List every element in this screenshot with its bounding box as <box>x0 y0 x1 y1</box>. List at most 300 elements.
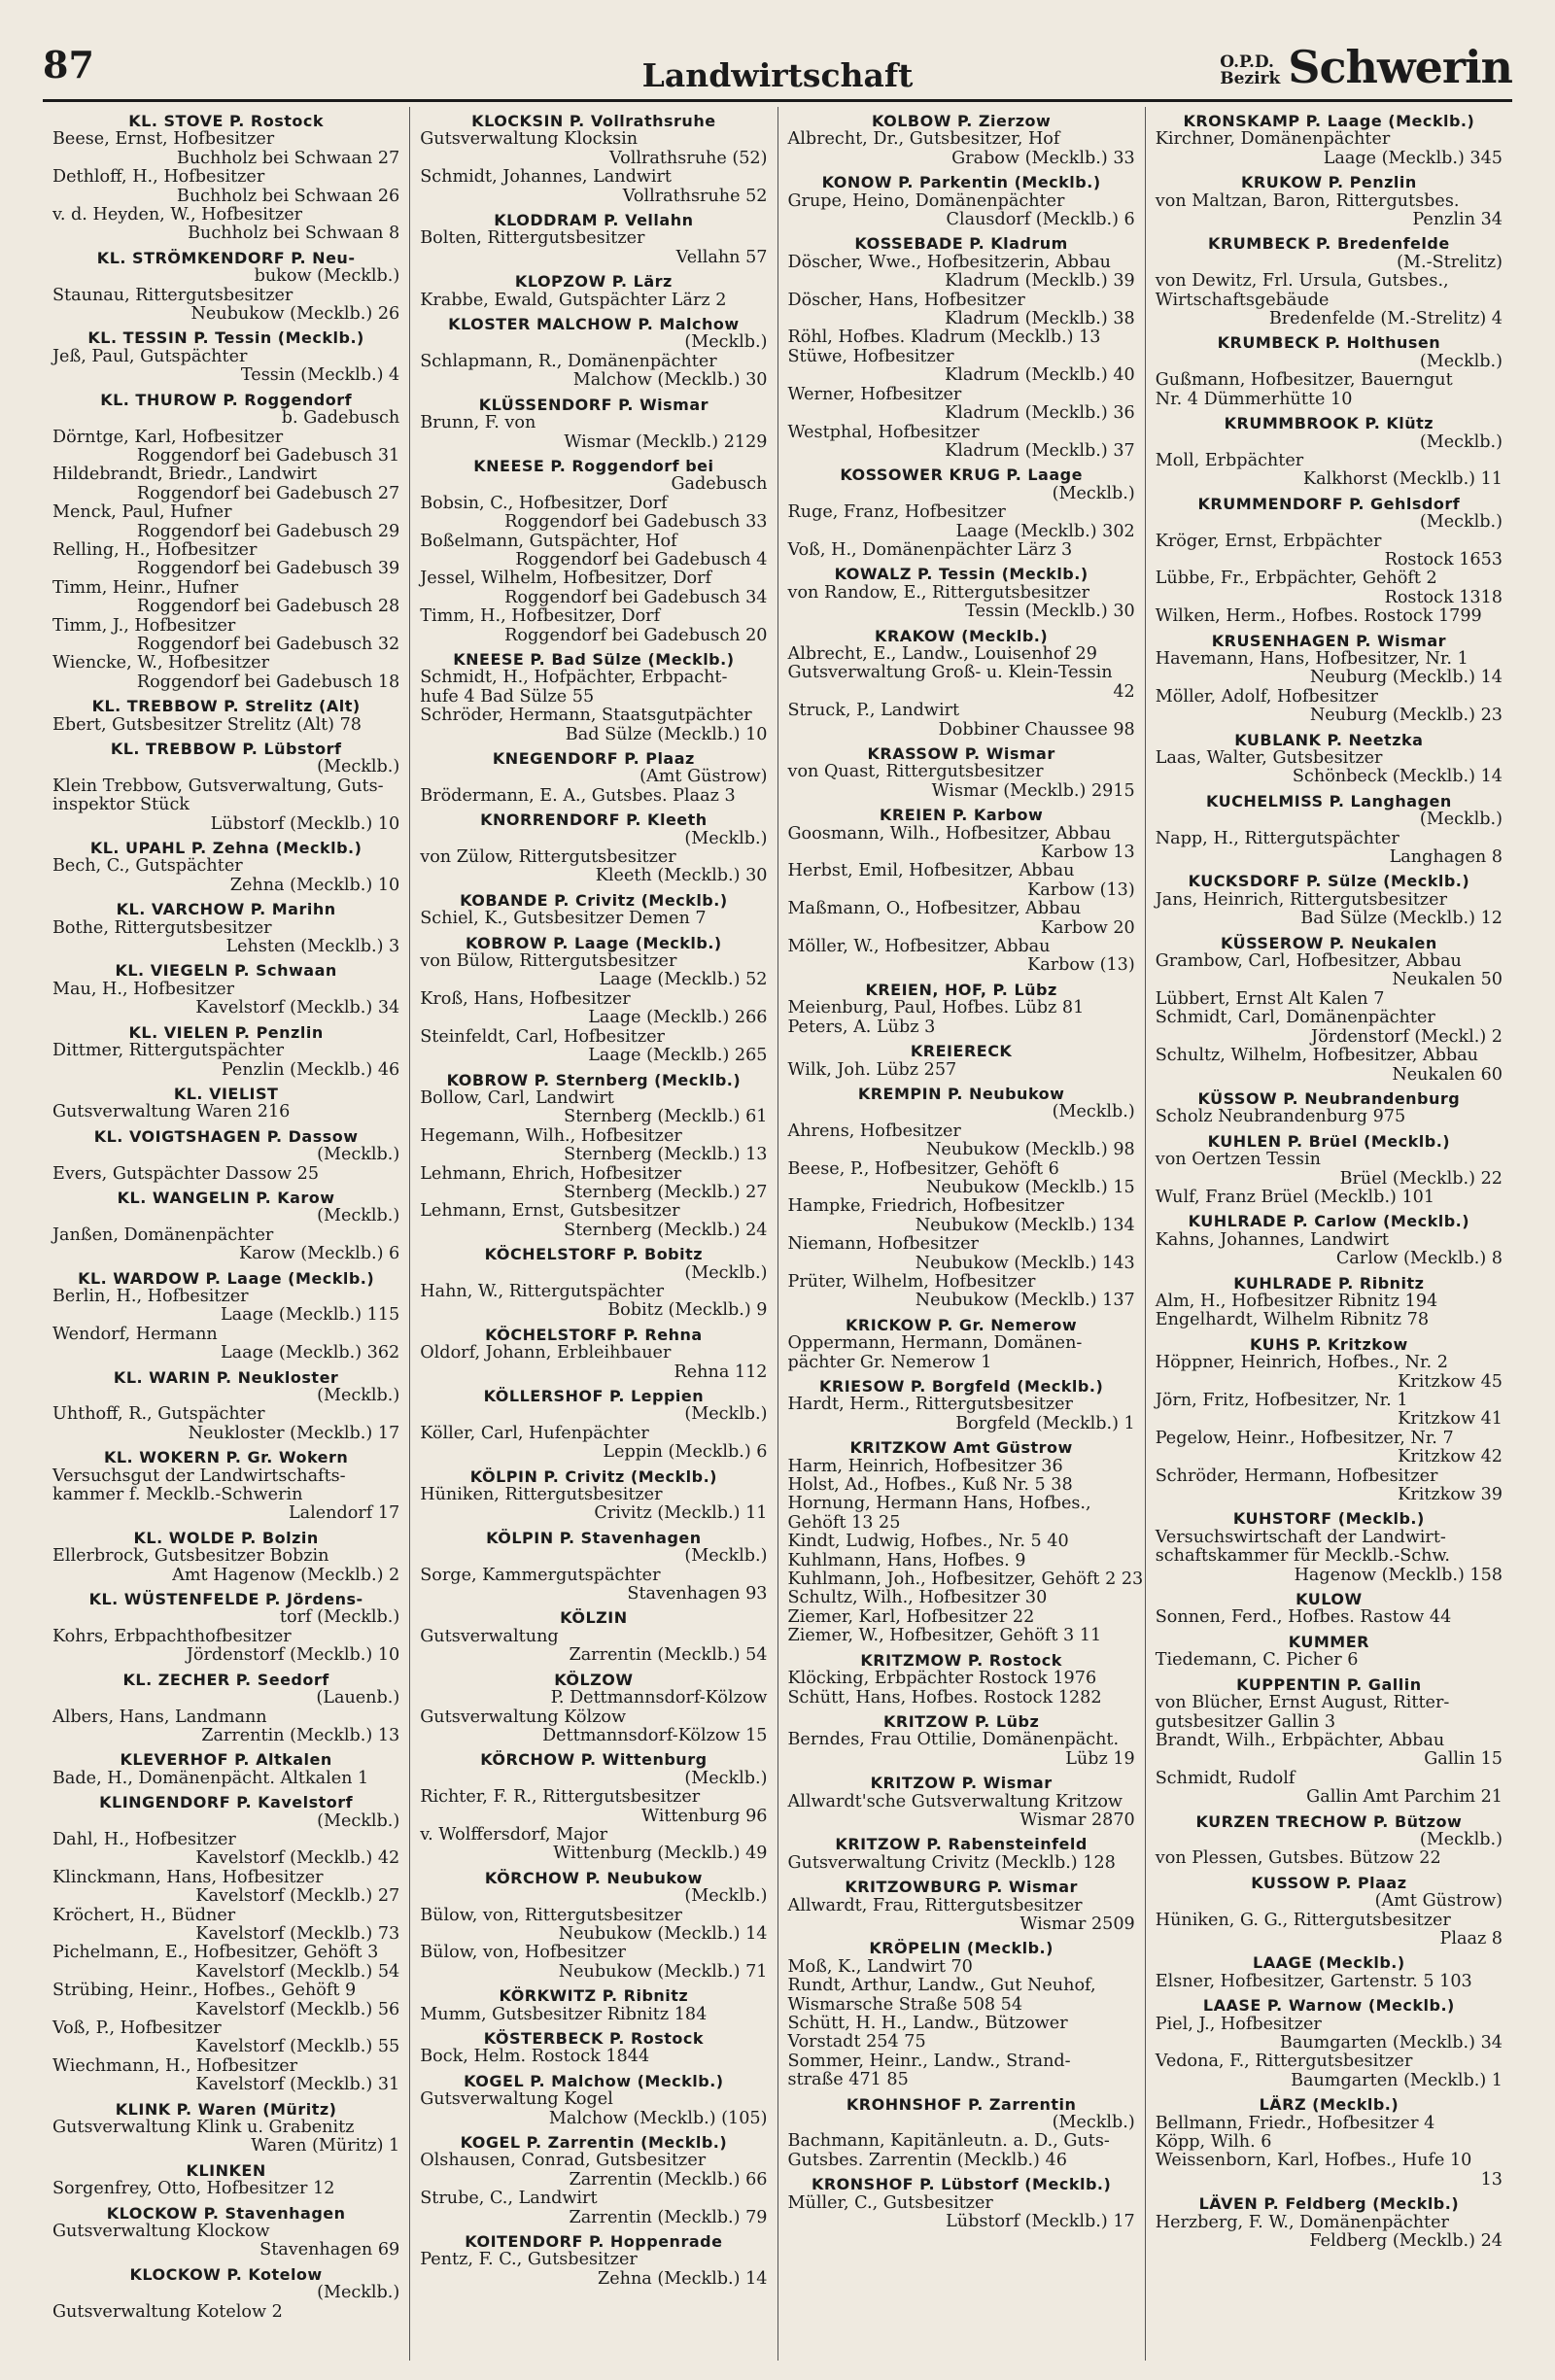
entry-location: Laage (Mecklb.) 266 <box>588 1008 768 1028</box>
entry-line: Versuchsgut der Landwirtschafts- <box>52 1466 346 1486</box>
entry-line: Gutsverwaltung <box>420 1626 559 1646</box>
place-heading: KREIEN, HOF, P. Lübz <box>865 980 1057 999</box>
entry-location: Borgfeld (Mecklb.) 1 <box>955 1413 1135 1433</box>
entry-location: Laage (Mecklb.) 345 <box>1323 148 1503 168</box>
entry-location: Roggendorf bei Gadebusch 34 <box>504 587 768 607</box>
entry-location: Sternberg (Mecklb.) 27 <box>564 1182 768 1202</box>
entry-location: torf (Mecklb.) <box>279 1607 400 1628</box>
entry-line: Ebert, Gutsbesitzer Strelitz (Alt) 78 <box>52 714 362 735</box>
entry-location: Gadebusch <box>671 474 768 495</box>
entry-location: Neubukow (Mecklb.) 143 <box>915 1253 1135 1273</box>
entry-line: Dahl, H., Hofbesitzer <box>52 1829 236 1849</box>
entry-location: Neubukow (Mecklb.) 137 <box>915 1291 1135 1311</box>
entry-location: Buchholz bei Schwaan 8 <box>188 224 400 244</box>
entry-line: Berlin, H., Hofbesitzer <box>52 1286 249 1306</box>
entry-location: Vollrathsruhe 52 <box>622 186 768 206</box>
entry-line: Grupe, Heino, Domänenpächter <box>787 190 1065 211</box>
entry-line: Janßen, Domänenpächter <box>52 1224 274 1245</box>
district-label <box>1220 41 1512 93</box>
entry-line: Gutsverwaltung Kölzow <box>420 1707 627 1727</box>
entry-line: Sommer, Heinr., Landw., Strand- <box>787 2051 1071 2071</box>
place-heading: KNEESE P. Roggendorf bei <box>473 456 714 475</box>
place-heading: KUBLANK P. Neetzka <box>1234 730 1424 749</box>
entry-line: Voß, P., Hofbesitzer <box>52 2018 222 2038</box>
page-number: 87 <box>43 43 94 86</box>
place-heading: KUHLRADE P. Ribnitz <box>1233 1273 1425 1293</box>
entry-line: Westphal, Hofbesitzer <box>787 422 980 442</box>
entry-location: Roggendorf bei Gadebusch 31 <box>136 445 400 466</box>
place-heading: KÜSSEROW P. Neukalen <box>1221 933 1437 952</box>
place-heading: KL. VIEGELN P. Schwaan <box>115 961 337 981</box>
entry-line: Schütt, Hans, Hofbes. Rostock 1282 <box>787 1687 1102 1707</box>
entry-line: Kohrs, Erbpachthofbesitzer <box>52 1626 292 1646</box>
entry-location: Kladrum (Mecklb.) 38 <box>945 309 1135 329</box>
place-heading: KRICKOW P. Gr. Nemerow <box>846 1315 1078 1334</box>
entry-line: Krabbe, Ewald, Gutspächter Lärz 2 <box>420 290 727 310</box>
entry-location: Roggendorf bei Gadebusch 28 <box>136 597 400 617</box>
place-heading: KNEGENDORF P. Plaaz <box>492 749 695 768</box>
place-heading: KRUKOW P. Penzlin <box>1240 173 1417 192</box>
entry-location: Dettmannsdorf-Kölzow 15 <box>542 1725 768 1745</box>
entry-line: Allwardt'sche Gutsverwaltung Kritzow <box>787 1791 1123 1811</box>
entry-line: Brödermann, E. A., Gutsbes. Plaaz 3 <box>420 785 736 806</box>
entry-location: Neubukow (Mecklb.) 15 <box>925 1177 1135 1197</box>
entry-line: Schlapmann, R., Domänenpächter <box>420 351 717 371</box>
entry-location: Feldberg (Mecklb.) 24 <box>1309 2231 1503 2252</box>
place-heading: KOSSEBADE P. Kladrum <box>854 234 1068 254</box>
entry-location: Rostock 1653 <box>1384 549 1503 569</box>
column-4 <box>1146 107 1512 2361</box>
entry-line: Bobsin, C., Hofbesitzer, Dorf <box>420 493 668 513</box>
entry-line: Versuchswirtschaft der Landwirt- <box>1155 1527 1446 1547</box>
place-heading: KUHLEN P. Brüel (Mecklb.) <box>1207 1131 1451 1151</box>
entry-location: Kladrum (Mecklb.) 36 <box>945 403 1135 424</box>
entry-location: Roggendorf bei Gadebusch 20 <box>504 625 768 645</box>
entry-line: Herbst, Emil, Hofbesitzer, Abbau <box>787 861 1075 881</box>
entry-line: von Dewitz, Frl. Ursula, Gutsbes., <box>1155 271 1449 292</box>
entry-line: Meienburg, Paul, Hofbes. Lübz 81 <box>787 998 1085 1018</box>
entry-location: Waren (Müritz) 1 <box>251 2136 400 2156</box>
entry-location: Zarrentin (Mecklb.) 79 <box>569 2207 768 2227</box>
entry-location: Lübz 19 <box>1065 1748 1135 1769</box>
place-heading: KL. THUROW P. Roggendorf <box>100 390 353 409</box>
entry-line: Röhl, Hofbes. Kladrum (Mecklb.) 13 <box>787 328 1101 348</box>
entry-location: Kavelstorf (Mecklb.) 42 <box>195 1848 400 1869</box>
place-heading: KLOCKOW P. Kotelow <box>129 2264 323 2284</box>
place-heading: KLOSTER MALCHOW P. Malchow <box>448 315 740 334</box>
entry-location: Neubukow (Mecklb.) 14 <box>558 1923 768 1944</box>
entry-line: inspektor Stück <box>52 795 190 815</box>
entry-line: Kröger, Ernst, Erbpächter <box>1155 531 1382 551</box>
place-heading: KÖRCHOW P. Neubukow <box>484 1868 703 1887</box>
place-heading: KRUMBECK P. Bredenfelde <box>1208 234 1450 254</box>
entry-location: 13 <box>1480 2169 1503 2190</box>
entry-line: von Quast, Rittergutsbesitzer <box>787 762 1044 782</box>
place-heading: KOBANDE P. Crivitz (Mecklb.) <box>460 890 728 910</box>
place-heading: KL. WARDOW P. Laage (Mecklb.) <box>78 1268 375 1288</box>
place-heading: KL. TESSIN P. Tessin (Mecklb.) <box>87 328 364 348</box>
entry-line: Kroß, Hans, Hofbesitzer <box>420 988 631 1009</box>
entry-location: (Mecklb.) <box>1419 810 1503 830</box>
entry-line: Mau, H., Hofbesitzer <box>52 979 235 999</box>
entry-location: Kavelstorf (Mecklb.) 73 <box>195 1923 400 1944</box>
place-heading: KL. STOVE P. Rostock <box>128 112 325 130</box>
entry-location: Carlow (Mecklb.) 8 <box>1335 1249 1503 1269</box>
place-heading: KLOPZOW P. Lärz <box>514 272 673 292</box>
entry-line: Bade, H., Domänenpächt. Altkalen 1 <box>52 1768 369 1788</box>
place-heading: KREMPIN P. Neubukow <box>857 1084 1065 1103</box>
entry-location: Amt Hagenow (Mecklb.) 2 <box>172 1565 400 1585</box>
entry-location: Neuburg (Mecklb.) 23 <box>1309 706 1503 726</box>
entry-location: Hagenow (Mecklb.) 158 <box>1294 1565 1503 1585</box>
entry-location: Sternberg (Mecklb.) 13 <box>564 1145 768 1165</box>
entry-location: Kritzkow 39 <box>1398 1485 1503 1505</box>
entry-line: Müller, C., Gutsbesitzer <box>787 2192 993 2213</box>
entry-location: (Mecklb.) <box>317 757 400 777</box>
entry-line: Allwardt, Frau, Rittergutsbesitzer <box>787 1895 1083 1915</box>
entry-line: Wismarsche Straße 508 54 <box>787 1994 1023 2015</box>
entry-line: Oppermann, Hermann, Domänen- <box>787 1333 1083 1354</box>
entry-line: Moll, Erbpächter <box>1155 450 1304 470</box>
entry-line: Schmidt, Carl, Domänenpächter <box>1155 1008 1435 1028</box>
entry-location: (Amt Güstrow) <box>1374 1891 1503 1912</box>
place-heading: KL. WÜSTENFELDE P. Jördens- <box>88 1590 363 1609</box>
place-heading: KL. TREBBOW P. Lübstorf <box>110 740 342 758</box>
entry-location: (Mecklb.) <box>1052 483 1135 503</box>
entry-line: Oldorf, Johann, Erbleihbauer <box>420 1343 672 1363</box>
entry-location: Roggendorf bei Gadebusch 32 <box>136 634 400 654</box>
place-heading: KL. STRÖMKENDORF P. Neu- <box>96 248 356 267</box>
entry-line: Kirchner, Domänenpächter <box>1155 129 1391 150</box>
bezirk-label: Bezirk <box>1220 69 1281 88</box>
entry-location: Wismar 2509 <box>1019 1914 1135 1934</box>
entry-location: Stavenhagen 69 <box>259 2240 400 2260</box>
entry-line: Weissenborn, Karl, Hofbes., Hufe 10 <box>1155 2151 1472 2171</box>
entry-line: Schmidt, Johannes, Landwirt <box>420 167 673 188</box>
entry-location: Bad Sülze (Mecklb.) 12 <box>1300 909 1503 929</box>
entry-line: Lübbe, Fr., Erbpächter, Gehöft 2 <box>1155 569 1437 589</box>
entry-line: Sonnen, Ferd., Hofbes. Rastow 44 <box>1155 1607 1452 1628</box>
entry-location: Neukalen 50 <box>1392 970 1503 990</box>
entry-location: Rostock 1318 <box>1384 587 1503 607</box>
entry-line: straße 471 85 <box>787 2070 909 2090</box>
entry-location: Wismar (Mecklb.) 2915 <box>931 780 1135 801</box>
entry-location: Clausdorf (Mecklb.) 6 <box>946 210 1135 230</box>
entry-location: Wismar 2870 <box>1019 1810 1135 1830</box>
entry-location: Bad Sülze (Mecklb.) 10 <box>565 724 768 744</box>
place-heading: KRONSKAMP P. Laage (Mecklb.) <box>1183 112 1475 130</box>
entry-location: Vellahn 57 <box>675 247 768 267</box>
entry-location: Baumgarten (Mecklb.) 1 <box>1291 2070 1503 2090</box>
entry-line: Klöcking, Erbpächter Rostock 1976 <box>787 1669 1097 1689</box>
place-heading: KRITZOW P. Rabensteinfeld <box>835 1835 1088 1854</box>
entry-line: Jeß, Paul, Gutspächter <box>52 346 248 366</box>
entry-location: Kritzkow 45 <box>1398 1371 1503 1392</box>
entry-location: 42 <box>1113 681 1135 702</box>
place-heading: KRONSHOF P. Lübstorf (Mecklb.) <box>811 2175 1112 2194</box>
entry-line: Schröder, Hermann, Hofbesitzer <box>1155 1466 1438 1486</box>
entry-line: Bülow, von, Hofbesitzer <box>420 1943 626 1963</box>
entry-line: Bülow, von, Rittergutsbesitzer <box>420 1905 682 1925</box>
entry-line: Ziemer, Karl, Hofbesitzer 22 <box>787 1606 1035 1627</box>
entry-line: Havemann, Hans, Hofbesitzer, Nr. 1 <box>1155 648 1469 669</box>
entry-line: Vedona, F., Rittergutsbesitzer <box>1155 2052 1413 2072</box>
entry-line: Gutsbes. Zarrentin (Mecklb.) 46 <box>787 2150 1067 2170</box>
place-heading: KRITZKOW Amt Güstrow <box>849 1438 1073 1458</box>
place-heading: KL. WARIN P. Neukloster <box>113 1367 339 1387</box>
opd-label: O.P.D. <box>1220 52 1274 72</box>
entry-line: Boßelmann, Gutspächter, Hof <box>420 531 677 551</box>
entry-location: Buchholz bei Schwaan 27 <box>176 148 400 168</box>
entry-location: Vollrathsruhe (52) <box>609 148 768 168</box>
entry-line: hufe 4 Bad Sülze 55 <box>420 686 595 707</box>
place-heading: KUCHELMISS P. Langhagen <box>1205 791 1452 811</box>
entry-line: Beese, Ernst, Hofbesitzer <box>52 129 275 150</box>
place-heading: KL. UPAHL P. Zehna (Mecklb.) <box>89 839 363 858</box>
entry-location: Karbow 20 <box>1040 917 1135 938</box>
entry-line: Wiechmann, H., Hofbesitzer <box>52 2055 298 2076</box>
entry-line: Schultz, Wilh., Hofbesitzer 30 <box>787 1588 1048 1608</box>
entry-location: Kritzkow 41 <box>1398 1409 1503 1430</box>
place-heading: KRUSENHAGEN P. Wismar <box>1211 631 1447 650</box>
page-title: Landwirtschaft <box>641 56 914 94</box>
entry-line: Wilk, Joh. Lübz 257 <box>787 1059 957 1080</box>
place-heading: KLINKEN <box>186 2160 266 2180</box>
place-heading: KUCKSDORF P. Sülze (Mecklb.) <box>1188 872 1470 891</box>
entry-line: schaftskammer für Mecklb.-Schw. <box>1155 1546 1451 1567</box>
entry-line: Herzberg, F. W., Domänenpächter <box>1155 2212 1449 2232</box>
place-heading: KL. ZECHER P. Seedorf <box>122 1670 329 1689</box>
place-heading: KÖCHELSTORF P. Rehna <box>485 1325 703 1344</box>
place-heading: KUMMER <box>1288 1632 1369 1651</box>
column-3 <box>778 107 1146 2361</box>
entry-line: Schmidt, Rudolf <box>1155 1768 1296 1788</box>
entry-line: Schütt, H. H., Landw., Bützower <box>787 2014 1068 2033</box>
place-heading: KOLBOW P. Zierzow <box>871 112 1052 130</box>
place-heading: KOGEL P. Malchow (Mecklb.) <box>464 2071 724 2090</box>
entry-line: Hampke, Friedrich, Hofbesitzer <box>787 1196 1064 1217</box>
place-heading: KRITZMOW P. Rostock <box>860 1650 1062 1670</box>
entry-location: (Mecklb.) <box>684 1262 768 1283</box>
entry-location: Kritzkow 42 <box>1398 1447 1503 1467</box>
entry-line: Laas, Walter, Gutsbesitzer <box>1155 748 1383 768</box>
entry-location: (Mecklb.) <box>317 1811 400 1831</box>
entry-location: bukow (Mecklb.) <box>254 266 400 287</box>
place-heading: KRUMMBROOK P. Klütz <box>1224 414 1434 433</box>
place-heading: LÄRZ (Mecklb.) <box>1259 2095 1400 2115</box>
place-heading: KL. WOLDE P. Bolzin <box>133 1528 319 1547</box>
entry-line: Kindt, Ludwig, Hofbes., Nr. 5 40 <box>787 1532 1069 1552</box>
entry-line: Niemann, Hofbesitzer <box>787 1234 979 1255</box>
place-heading: KRIESOW P. Borgfeld (Mecklb.) <box>818 1377 1104 1396</box>
entry-line: Engelhardt, Wilhelm Ribnitz 78 <box>1155 1310 1430 1330</box>
entry-location: Kavelstorf (Mecklb.) 34 <box>195 998 400 1018</box>
entry-line: Beese, P., Hofbesitzer, Gehöft 6 <box>787 1158 1059 1179</box>
entry-location: Roggendorf bei Gadebusch 33 <box>504 512 768 533</box>
entry-line: Jessel, Wilhelm, Hofbesitzer, Dorf <box>420 569 712 589</box>
entry-line: Tiedemann, C. Picher 6 <box>1155 1650 1359 1671</box>
entry-line: Bock, Helm. Rostock 1844 <box>420 2047 650 2067</box>
entry-line: Evers, Gutspächter Dassow 25 <box>52 1163 320 1184</box>
entry-line: Stüwe, Hofbesitzer <box>787 346 954 366</box>
entry-line: Gutsverwaltung Kogel <box>420 2089 613 2110</box>
place-heading: KÖLPIN P. Crivitz (Mecklb.) <box>469 1466 717 1486</box>
entry-location: Lehsten (Mecklb.) 3 <box>225 937 400 957</box>
entry-line: Mumm, Gutsbesitzer Ribnitz 184 <box>420 2004 708 2024</box>
entry-location: (Mecklb.) <box>684 1886 768 1907</box>
entry-location: (Mecklb.) <box>1052 2113 1135 2133</box>
entry-line: Wiencke, W., Hofbesitzer <box>52 653 269 673</box>
entry-line: Gutsverwaltung Crivitz (Mecklb.) 128 <box>787 1852 1116 1873</box>
entry-location: Kavelstorf (Mecklb.) 56 <box>195 1999 400 2019</box>
columns <box>43 107 1512 2361</box>
entry-location: (Mecklb.) <box>1419 431 1503 452</box>
entry-location: Brüel (Mecklb.) 22 <box>1339 1168 1503 1189</box>
entry-location: Neubukow (Mecklb.) 26 <box>190 304 400 325</box>
entry-line: Gutsverwaltung Klockow <box>52 2222 270 2242</box>
place-heading: KLEVERHOF P. Altkalen <box>120 1750 332 1770</box>
entry-location: (Mecklb.) <box>1419 351 1503 371</box>
place-heading: KL. TREBBOW P. Strelitz (Alt) <box>91 697 361 716</box>
entry-location: Karbow (13) <box>1027 955 1135 976</box>
entry-line: Lehmann, Ernst, Gutsbesitzer <box>420 1201 680 1222</box>
entry-line: Schröder, Hermann, Staatsgutpächter <box>420 706 752 726</box>
entry-location: (Amt Güstrow) <box>639 767 768 787</box>
entry-line: Döscher, Wwe., Hofbesitzerin, Abbau <box>787 252 1111 272</box>
entry-location: (Mecklb.) <box>317 1145 400 1165</box>
entry-line: von Bülow, Rittergutsbesitzer <box>420 951 677 972</box>
district-city: Schwerin <box>1288 41 1512 93</box>
entry-location: (Mecklb.) <box>317 1386 400 1405</box>
entry-line: Gutsverwaltung Klocksin <box>420 129 639 150</box>
entry-line: Hüniken, G. G., Rittergutsbesitzer <box>1155 1910 1451 1930</box>
place-heading: KRITZOW P. Wismar <box>870 1774 1053 1793</box>
entry-location: (Mecklb.) <box>684 332 768 353</box>
entry-line: Grambow, Carl, Hofbesitzer, Abbau <box>1155 951 1462 972</box>
entry-location: Laage (Mecklb.) 52 <box>599 970 768 990</box>
entry-location: (Mecklb.) <box>1419 512 1503 533</box>
place-heading: KRÖPELIN (Mecklb.) <box>869 1939 1054 1958</box>
entry-line: Schultz, Wilhelm, Hofbesitzer, Abbau <box>1155 1046 1478 1066</box>
entry-location: Roggendorf bei Gadebusch 27 <box>136 483 400 503</box>
entry-line: Gußmann, Hofbesitzer, Bauerngut <box>1155 370 1453 391</box>
entry-location: Lübstorf (Mecklb.) 10 <box>210 813 400 834</box>
entry-location: Laage (Mecklb.) 362 <box>220 1343 400 1363</box>
entry-location: Roggendorf bei Gadebusch 4 <box>515 549 768 569</box>
entry-location: Sternberg (Mecklb.) 24 <box>564 1220 768 1240</box>
entry-location: Gallin 15 <box>1424 1749 1503 1770</box>
place-heading: KOITENDORF P. Hoppenrade <box>465 2232 723 2252</box>
entry-location: Zarrentin (Mecklb.) 13 <box>201 1725 400 1745</box>
place-heading: KLINK P. Waren (Müritz) <box>115 2099 337 2119</box>
entry-line: Ahrens, Hofbesitzer <box>787 1121 961 1141</box>
entry-location: Roggendorf bei Gadebusch 29 <box>136 521 400 541</box>
entry-line: Gutsverwaltung Waren 216 <box>52 1102 291 1122</box>
entry-location: Baumgarten (Mecklb.) 34 <box>1279 2033 1503 2052</box>
entry-line: Klinckmann, Hans, Hofbesitzer <box>52 1867 324 1887</box>
place-heading: KLOCKOW P. Stavenhagen <box>106 2203 346 2223</box>
entry-line: Voß, H., Domänenpächter Lärz 3 <box>787 539 1073 560</box>
entry-line: Bachmann, Kapitänleutn. a. D., Guts- <box>787 2131 1110 2152</box>
entry-location: (Mecklb.) <box>317 1206 400 1226</box>
entry-location: Neukalen 60 <box>1392 1064 1503 1085</box>
entry-line: Elsner, Hofbesitzer, Gartenstr. 5 103 <box>1155 1971 1472 1991</box>
entry-location: Buchholz bei Schwaan 26 <box>176 186 400 206</box>
entry-location: Neubukow (Mecklb.) 98 <box>925 1140 1135 1160</box>
entry-location: Wittenburg (Mecklb.) 49 <box>553 1844 768 1864</box>
entry-line: Bech, C., Gutspächter <box>52 856 243 877</box>
entry-location: (Mecklb.) <box>1052 1102 1135 1122</box>
entry-location: Karbow 13 <box>1040 843 1135 863</box>
entry-line: Hildebrandt, Briedr., Landwirt <box>52 465 318 485</box>
entry-location: Zehna (Mecklb.) 10 <box>229 875 400 895</box>
entry-line: Timm, H., Hofbesitzer, Dorf <box>420 606 661 627</box>
entry-location: Roggendorf bei Gadebusch 39 <box>136 559 400 579</box>
entry-line: Werner, Hofbesitzer <box>787 384 962 404</box>
entry-location: Bredenfelde (M.-Strelitz) 4 <box>1268 309 1503 329</box>
place-heading: LAAGE (Mecklb.) <box>1253 1953 1405 1973</box>
entry-line: Vorstadt 254 75 <box>787 2032 926 2052</box>
entry-line: Jörn, Fritz, Hofbesitzer, Nr. 1 <box>1155 1391 1408 1410</box>
entry-location: Laage (Mecklb.) 115 <box>220 1305 400 1326</box>
entry-location: Kladrum (Mecklb.) 37 <box>945 440 1135 461</box>
entry-line: gutsbesitzer Gallin 3 <box>1155 1711 1336 1732</box>
entry-line: Strübing, Heinr., Hofbes., Gehöft 9 <box>52 1981 357 2001</box>
entry-location: Jördenstorf (Meckl.) 2 <box>1311 1026 1503 1047</box>
entry-location: (Mecklb.) <box>1419 1829 1503 1849</box>
entry-line: pächter Gr. Nemerow 1 <box>787 1352 992 1372</box>
place-heading: KRITZOWBURG P. Wismar <box>845 1878 1078 1897</box>
entry-line: Hüniken, Rittergutsbesitzer <box>420 1485 663 1505</box>
place-heading: KUHLRADE P. Carlow (Mecklb.) <box>1188 1212 1470 1231</box>
entry-location: P. Dettmannsdorf-Kölzow <box>550 1688 768 1708</box>
entry-line: von Plessen, Gutsbes. Bützow 22 <box>1155 1848 1441 1869</box>
entry-line: Struck, P., Landwirt <box>787 701 960 721</box>
entry-line: Dethloff, H., Hofbesitzer <box>52 167 265 188</box>
entry-location: b. Gadebusch <box>281 408 400 429</box>
place-heading: KULOW <box>1296 1590 1363 1609</box>
entry-line: Albers, Hans, Landmann <box>52 1707 267 1727</box>
entry-line: Lübbert, Ernst Alt Kalen 7 <box>1155 988 1385 1009</box>
entry-location: Zarrentin (Mecklb.) 54 <box>569 1645 768 1666</box>
page-header <box>43 39 1512 102</box>
place-heading: KL. VIELIST <box>173 1084 279 1103</box>
entry-location: Roggendorf bei Gadebusch 18 <box>136 672 400 692</box>
place-heading: KRUMBECK P. Holthusen <box>1217 333 1441 353</box>
entry-location: (Mecklb.) <box>684 1768 768 1788</box>
place-heading: LÄVEN P. Feldberg (Mecklb.) <box>1198 2194 1460 2214</box>
entry-line: Berndes, Frau Ottilie, Domänenpächt. <box>787 1730 1120 1750</box>
entry-line: Hardt, Herm., Rittergutsbesitzer <box>787 1395 1073 1415</box>
entry-location: Crivitz (Mecklb.) 11 <box>594 1503 768 1524</box>
entry-line: Kuhlmann, Hans, Hofbes. 9 <box>787 1550 1026 1570</box>
entry-line: Brunn, F. von <box>420 413 536 433</box>
entry-line: Wilken, Herm., Hofbes. Rostock 1799 <box>1155 606 1482 627</box>
entry-location: Plaaz 8 <box>1439 1928 1503 1949</box>
entry-location: Neubukow (Mecklb.) 71 <box>558 1961 768 1982</box>
entry-location: Zarrentin (Mecklb.) 66 <box>569 2169 768 2190</box>
entry-line: Moß, K., Landwirt 70 <box>787 1956 973 1977</box>
place-heading: KREIERECK <box>910 1042 1013 1061</box>
entry-location: Tessin (Mecklb.) 4 <box>240 365 400 386</box>
entry-line: Jans, Heinrich, Rittergutsbesitzer <box>1155 889 1447 910</box>
entry-location: Stavenhagen 93 <box>627 1584 768 1604</box>
place-heading: KREIEN P. Karbow <box>880 806 1044 825</box>
entry-line: Rundt, Arthur, Landw., Gut Neuhof, <box>787 1976 1096 1996</box>
entry-line: Gutsverwaltung Kotelow 2 <box>52 2301 283 2322</box>
place-heading: KLOCKSIN P. Vollrathsruhe <box>471 112 716 130</box>
entry-line: Relling, H., Hofbesitzer <box>52 539 258 560</box>
